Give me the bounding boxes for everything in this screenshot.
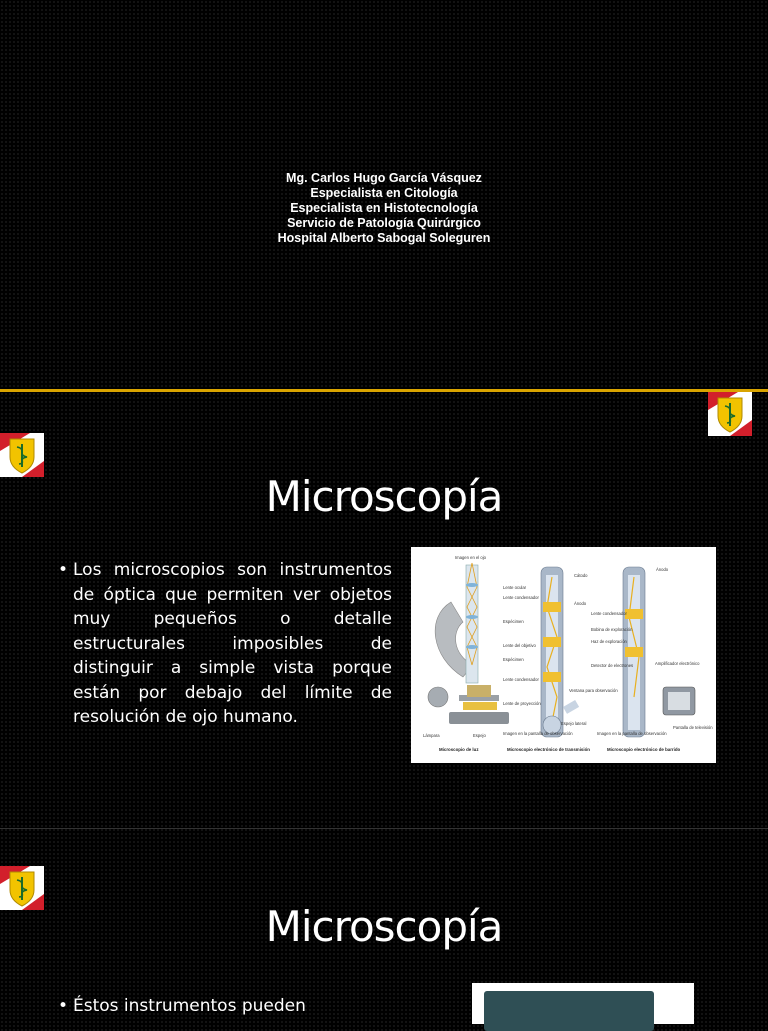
bullet-dot: • — [58, 996, 69, 1016]
cover-slide — [0, 0, 768, 389]
label-lente-condensador-3: Lente condensador — [591, 611, 627, 616]
author-name: Mg. Carlos Hugo García Vásquez — [286, 171, 482, 185]
label-pantalla-tv: Pantalla de televisión — [673, 725, 713, 730]
figure-frame — [472, 983, 694, 1024]
author-credits — [0, 171, 768, 246]
label-lampara: Lámpara — [423, 733, 440, 738]
label-lente-condensador: Lente condensador — [503, 595, 539, 600]
bullet-body: Éstos instrumentos pueden — [73, 996, 306, 1016]
label-catodo: Cátodo — [574, 573, 588, 578]
label-imagen-pantalla-1: Imagen en la pantalla de observación — [503, 731, 573, 736]
author-specialty-2: Especialista en Histotecnología — [290, 201, 478, 215]
scanning-em-drawing — [561, 567, 713, 752]
author-specialty-1: Especialista en Citología — [310, 186, 458, 200]
slide-divider — [0, 828, 768, 829]
label-bobina: Bobina de exploración — [591, 627, 633, 632]
label-espejo-2: Espejo lateral — [561, 721, 587, 726]
label-anodo-2: Ánodo — [656, 567, 669, 572]
author-service: Servicio de Patología Quirúrgico — [287, 216, 481, 230]
label-haz: Haz de exploración — [591, 639, 627, 644]
label-especimen: Espécimen — [503, 619, 524, 624]
label-amplificador: Amplificador electrónico — [655, 661, 700, 666]
label-especimen-2: Espécimen — [503, 657, 524, 662]
label-anodo: Ánodo — [574, 601, 587, 606]
slide-microscopia-2 — [0, 830, 768, 1024]
label-detector: Detector de electrones — [591, 663, 634, 668]
label-lente-ocular: Lente ocular — [503, 585, 527, 590]
label-espejo: Espejo — [473, 733, 486, 738]
author-hospital: Hospital Alberto Sabogal Soleguren — [277, 231, 491, 245]
hospital-logo-shield-icon — [0, 433, 44, 477]
caption-microscopio-barrido: Microscopio electrónico de barrido — [607, 747, 681, 752]
label-lente-proyeccion: Lente de proyección — [503, 701, 541, 706]
label-lente-condensador-2: Lente condensador — [503, 677, 539, 682]
label-imagen-ojo: Imagen en el ojo — [455, 555, 486, 560]
caption-microscopio-transmision: Microscopio electrónico de transmisión — [507, 747, 590, 752]
label-lente-objetivo: Lente del objetivo — [503, 643, 536, 648]
light-microscope-drawing — [423, 555, 541, 752]
bullet-body: Los microscopios son instrumentos de óptica que permiten ver objetos muy pequeños o detalle estructurales imposibles de distinguir a simple vista porque están por debajo del límite de resolución de ojo humano. — [73, 560, 392, 727]
microscope-types-figure — [411, 547, 716, 763]
slide-microscopia-1 — [0, 392, 768, 826]
hospital-logo-shield-icon — [708, 392, 752, 436]
slide-title: Microscopía — [265, 902, 503, 951]
bullet-text — [58, 558, 392, 730]
figure-image — [484, 991, 654, 1031]
bullet-text — [58, 994, 453, 1019]
caption-microscopio-luz: Microscopio de luz — [439, 747, 479, 752]
bullet-dot: • — [58, 560, 69, 580]
slide-title: Microscopía — [265, 472, 503, 521]
label-imagen-pantalla-2: Imagen en la pantalla de observación — [597, 731, 667, 736]
label-ventana: Ventana para observación — [569, 688, 618, 693]
